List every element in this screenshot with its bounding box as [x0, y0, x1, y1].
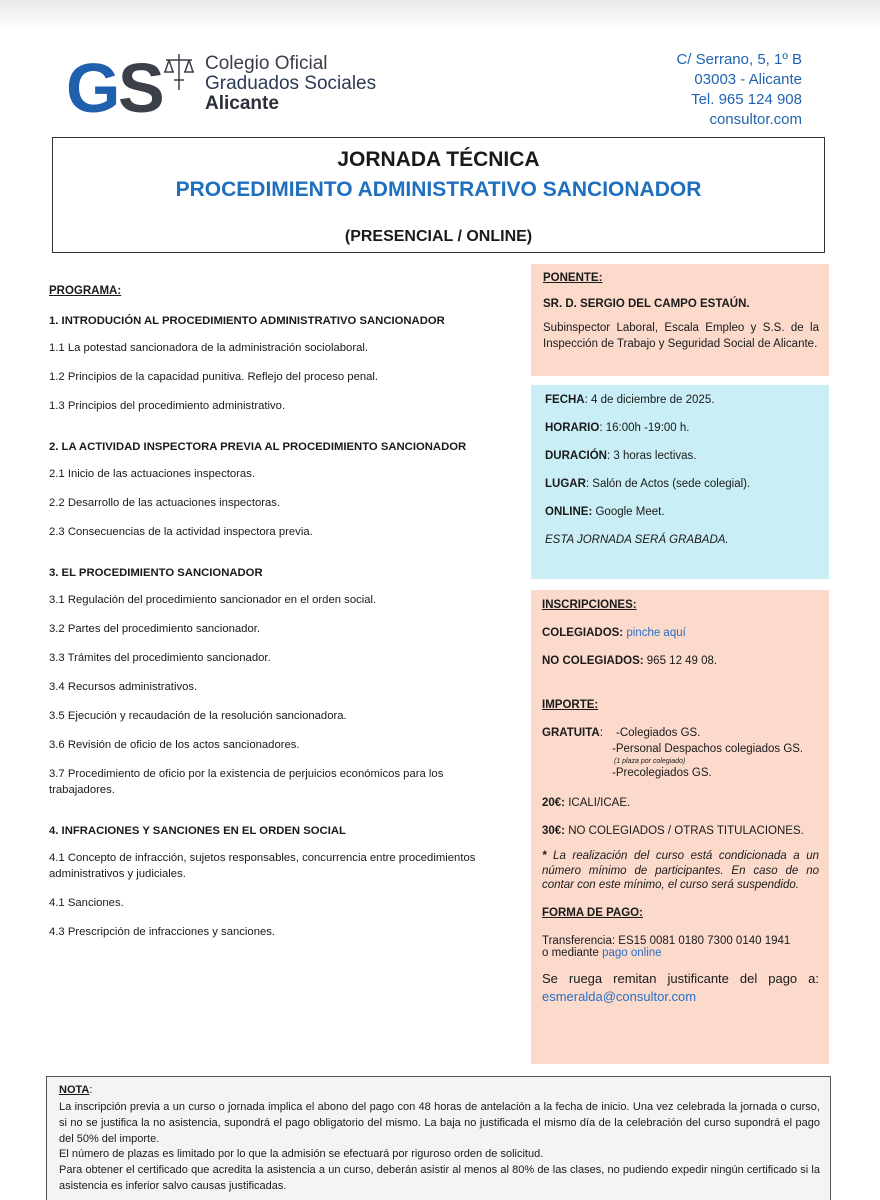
condition-text: La realización del curso está condicionada a un número mínimo de participantes. En caso de no contar con este mínimo, el curso será suspendido.	[542, 850, 819, 891]
duration-value: : 3 horas lectivas.	[606, 450, 697, 462]
online-row	[545, 506, 819, 518]
program-item: 3.2 Partes del procedimiento sancionador.	[49, 623, 261, 635]
section-title: 3. EL PROCEDIMIENTO SANCIONADOR	[49, 567, 263, 579]
online-payment-row	[542, 947, 819, 959]
speaker-name: SR. D. SERGIO DEL CAMPO ESTAÚN.	[543, 298, 750, 310]
note-paragraph: Para obtener el certificado que acredita la asistencia a un curso, deberán asistir al menos al 80% de las clases, no pudiendo expedir ningún certificado si la asistencia es inferior salvo causas justificadas.	[59, 1164, 820, 1192]
program-item: 3.5 Ejecución y recaudación de la resolución sancionadora.	[49, 710, 347, 722]
program-item: 3.6 Revisión de oficio de los actos sancionadores.	[49, 739, 300, 751]
schedule-label: HORARIO	[545, 422, 600, 434]
minimum-participants-notice	[542, 849, 819, 893]
svg-text:G: G	[66, 50, 115, 122]
program-item: 3.1 Regulación del procedimiento sancionador en el orden social.	[49, 594, 377, 606]
program-heading: PROGRAMA:	[49, 285, 122, 297]
date-row	[545, 394, 819, 406]
non-members-phone: 965 12 49 08.	[643, 655, 718, 667]
free-item: -Colegiados GS.	[616, 727, 701, 739]
section-title: 2. LA ACTIVIDAD INSPECTORA PREVIA AL PROCEDIMIENTO SANCIONADOR	[49, 441, 467, 453]
free-label-wrap	[542, 727, 603, 739]
section-title: 1. INTRODUCIÓN AL PROCEDIMIENTO ADMINISTRATIVO SANCIONADOR	[49, 315, 445, 327]
org-line-1: Colegio Oficial	[205, 53, 328, 74]
recorded-notice: ESTA JORNADA SERÁ GRABADA.	[545, 534, 729, 546]
price-row-30	[542, 825, 819, 837]
program-item: 1.3 Principios del procedimiento administrativo.	[49, 400, 286, 412]
note-heading-row	[59, 1083, 820, 1099]
note-paragraph: La inscripción previa a un curso o jornada implica el abono del pago con 48 horas de antelación a la fecha de inicio. Una vez celebrada la jornada o curso, si no se justifica la no asistencia, supondrá el pago obligatorio del mismo. La baja no justificada el mismo día de la celebración del curso supondrá el pago del 50% del importe.	[59, 1100, 820, 1145]
free-item: -Precolegiados GS.	[612, 767, 712, 779]
org-line-2: Graduados Sociales	[205, 73, 377, 94]
payment-proof-request: Se ruega remitan justificante del pago a:	[542, 970, 819, 986]
title-box	[52, 137, 825, 253]
registration-heading: INSCRIPCIONES:	[542, 599, 637, 611]
gs-logo-icon	[66, 50, 206, 122]
org-line-3: Alicante	[205, 93, 279, 114]
speaker-heading: PONENTE:	[543, 272, 603, 284]
date-value: : 4 de diciembre de 2025.	[584, 394, 715, 406]
price-30-label: 30€:	[542, 825, 566, 837]
duration-row	[545, 450, 819, 462]
section-title: 4. INFRACIONES Y SANCIONES EN EL ORDEN SOCIAL	[49, 825, 346, 837]
program-item: 2.1 Inicio de las actuaciones inspectoras.	[49, 468, 255, 480]
note-paragraph: El número de plazas es limitado por lo que la admisión se efectuará por riguroso orden de solicitud.	[59, 1147, 544, 1160]
program-item: 4.1 Sanciones.	[49, 897, 124, 909]
speaker-box	[531, 264, 829, 376]
venue-label: LUGAR	[545, 478, 586, 490]
svg-text:S: S	[118, 50, 165, 122]
event-title: PROCEDIMIENTO ADMINISTRATIVO SANCIONADOR	[175, 178, 702, 201]
program-item: 1.1 La potestad sancionadora de la administración sociolaboral.	[49, 342, 369, 354]
speaker-description: Subinspector Laboral, Escala Empleo y S.S. de la Inspección de Trabajo y Seguridad Social de Alicante.	[543, 322, 819, 350]
members-register-link[interactable]: pinche aquí	[626, 627, 686, 639]
online-value: Google Meet.	[592, 506, 665, 518]
program-item: 3.4 Recursos administrativos.	[49, 681, 198, 693]
top-shadow	[0, 0, 880, 30]
address-city: 03003 - Alicante	[694, 71, 802, 88]
address-street: C/ Serrano, 5, 1º B	[676, 51, 802, 68]
price-20-label: 20€:	[542, 797, 566, 809]
address-block	[676, 50, 802, 130]
payment-heading: FORMA DE PAGO:	[542, 906, 643, 919]
program-item: 1.2 Principios de la capacidad punitiva. Reflejo del proceso penal.	[49, 371, 379, 383]
date-label: FECHA	[545, 394, 585, 406]
free-block	[542, 727, 819, 779]
venue-value: : Salón de Actos (sede colegial).	[585, 478, 751, 490]
program-item: 2.3 Consecuencias de la actividad inspectora previa.	[49, 526, 313, 538]
non-members-label: NO COLEGIADOS:	[542, 655, 644, 667]
non-members-row	[542, 655, 819, 667]
address-phone: Tel. 965 124 908	[691, 91, 802, 108]
program-item: 4.3 Prescripción de infracciones y sanciones.	[49, 926, 276, 938]
program-item: 3.3 Trámites del procedimiento sancionador.	[49, 652, 271, 664]
program	[49, 285, 519, 953]
program-item: 2.2 Desarrollo de las actuaciones inspectoras.	[49, 497, 281, 509]
free-item: -Personal Despachos colegiados GS.	[612, 743, 804, 755]
price-heading: IMPORTE:	[542, 699, 599, 711]
payment-email-link[interactable]: esmeralda@consultor.com	[542, 988, 697, 1004]
venue-row	[545, 478, 819, 490]
free-colon: :	[599, 727, 603, 739]
event-details-box	[531, 385, 829, 579]
address-website[interactable]: consultor.com	[709, 111, 802, 128]
program-item: 3.7 Procedimiento de oficio por la existencia de perjuicios económicos para los trabajadores.	[49, 768, 444, 796]
schedule-value: : 16:00h -19:00 h.	[599, 422, 690, 434]
registration-box	[531, 590, 829, 1064]
asterisk: *	[542, 850, 547, 862]
price-row-20	[542, 797, 819, 809]
program-item: 4.1 Concepto de infracción, sujetos responsables, concurrencia entre procedimientos administrativos y judiciales.	[49, 852, 476, 880]
online-payment-prefix: o mediante	[542, 946, 603, 959]
note-box	[46, 1076, 831, 1200]
schedule-row	[545, 422, 819, 434]
college-name	[205, 54, 376, 114]
online-payment-link[interactable]: pago online	[602, 946, 662, 959]
free-label: GRATUITA	[542, 727, 600, 739]
members-row	[542, 627, 819, 639]
bank-transfer: Transferencia: ES15 0081 0180 7300 0140 1941	[542, 934, 791, 947]
online-label: ONLINE:	[545, 506, 593, 518]
price-20-value: ICALI/ICAE.	[565, 797, 631, 809]
event-modality: (PRESENCIAL / ONLINE)	[344, 228, 533, 245]
free-item-note: (1 plaza por colegiado)	[614, 758, 686, 765]
event-type: JORNADA TÉCNICA	[337, 148, 540, 171]
note-heading: NOTA	[59, 1084, 90, 1096]
duration-label: DURACIÓN	[545, 450, 607, 462]
members-label: COLEGIADOS:	[542, 627, 624, 639]
note-heading-colon: :	[89, 1084, 93, 1096]
price-30-value: NO COLEGIADOS / OTRAS TITULACIONES.	[565, 825, 804, 837]
